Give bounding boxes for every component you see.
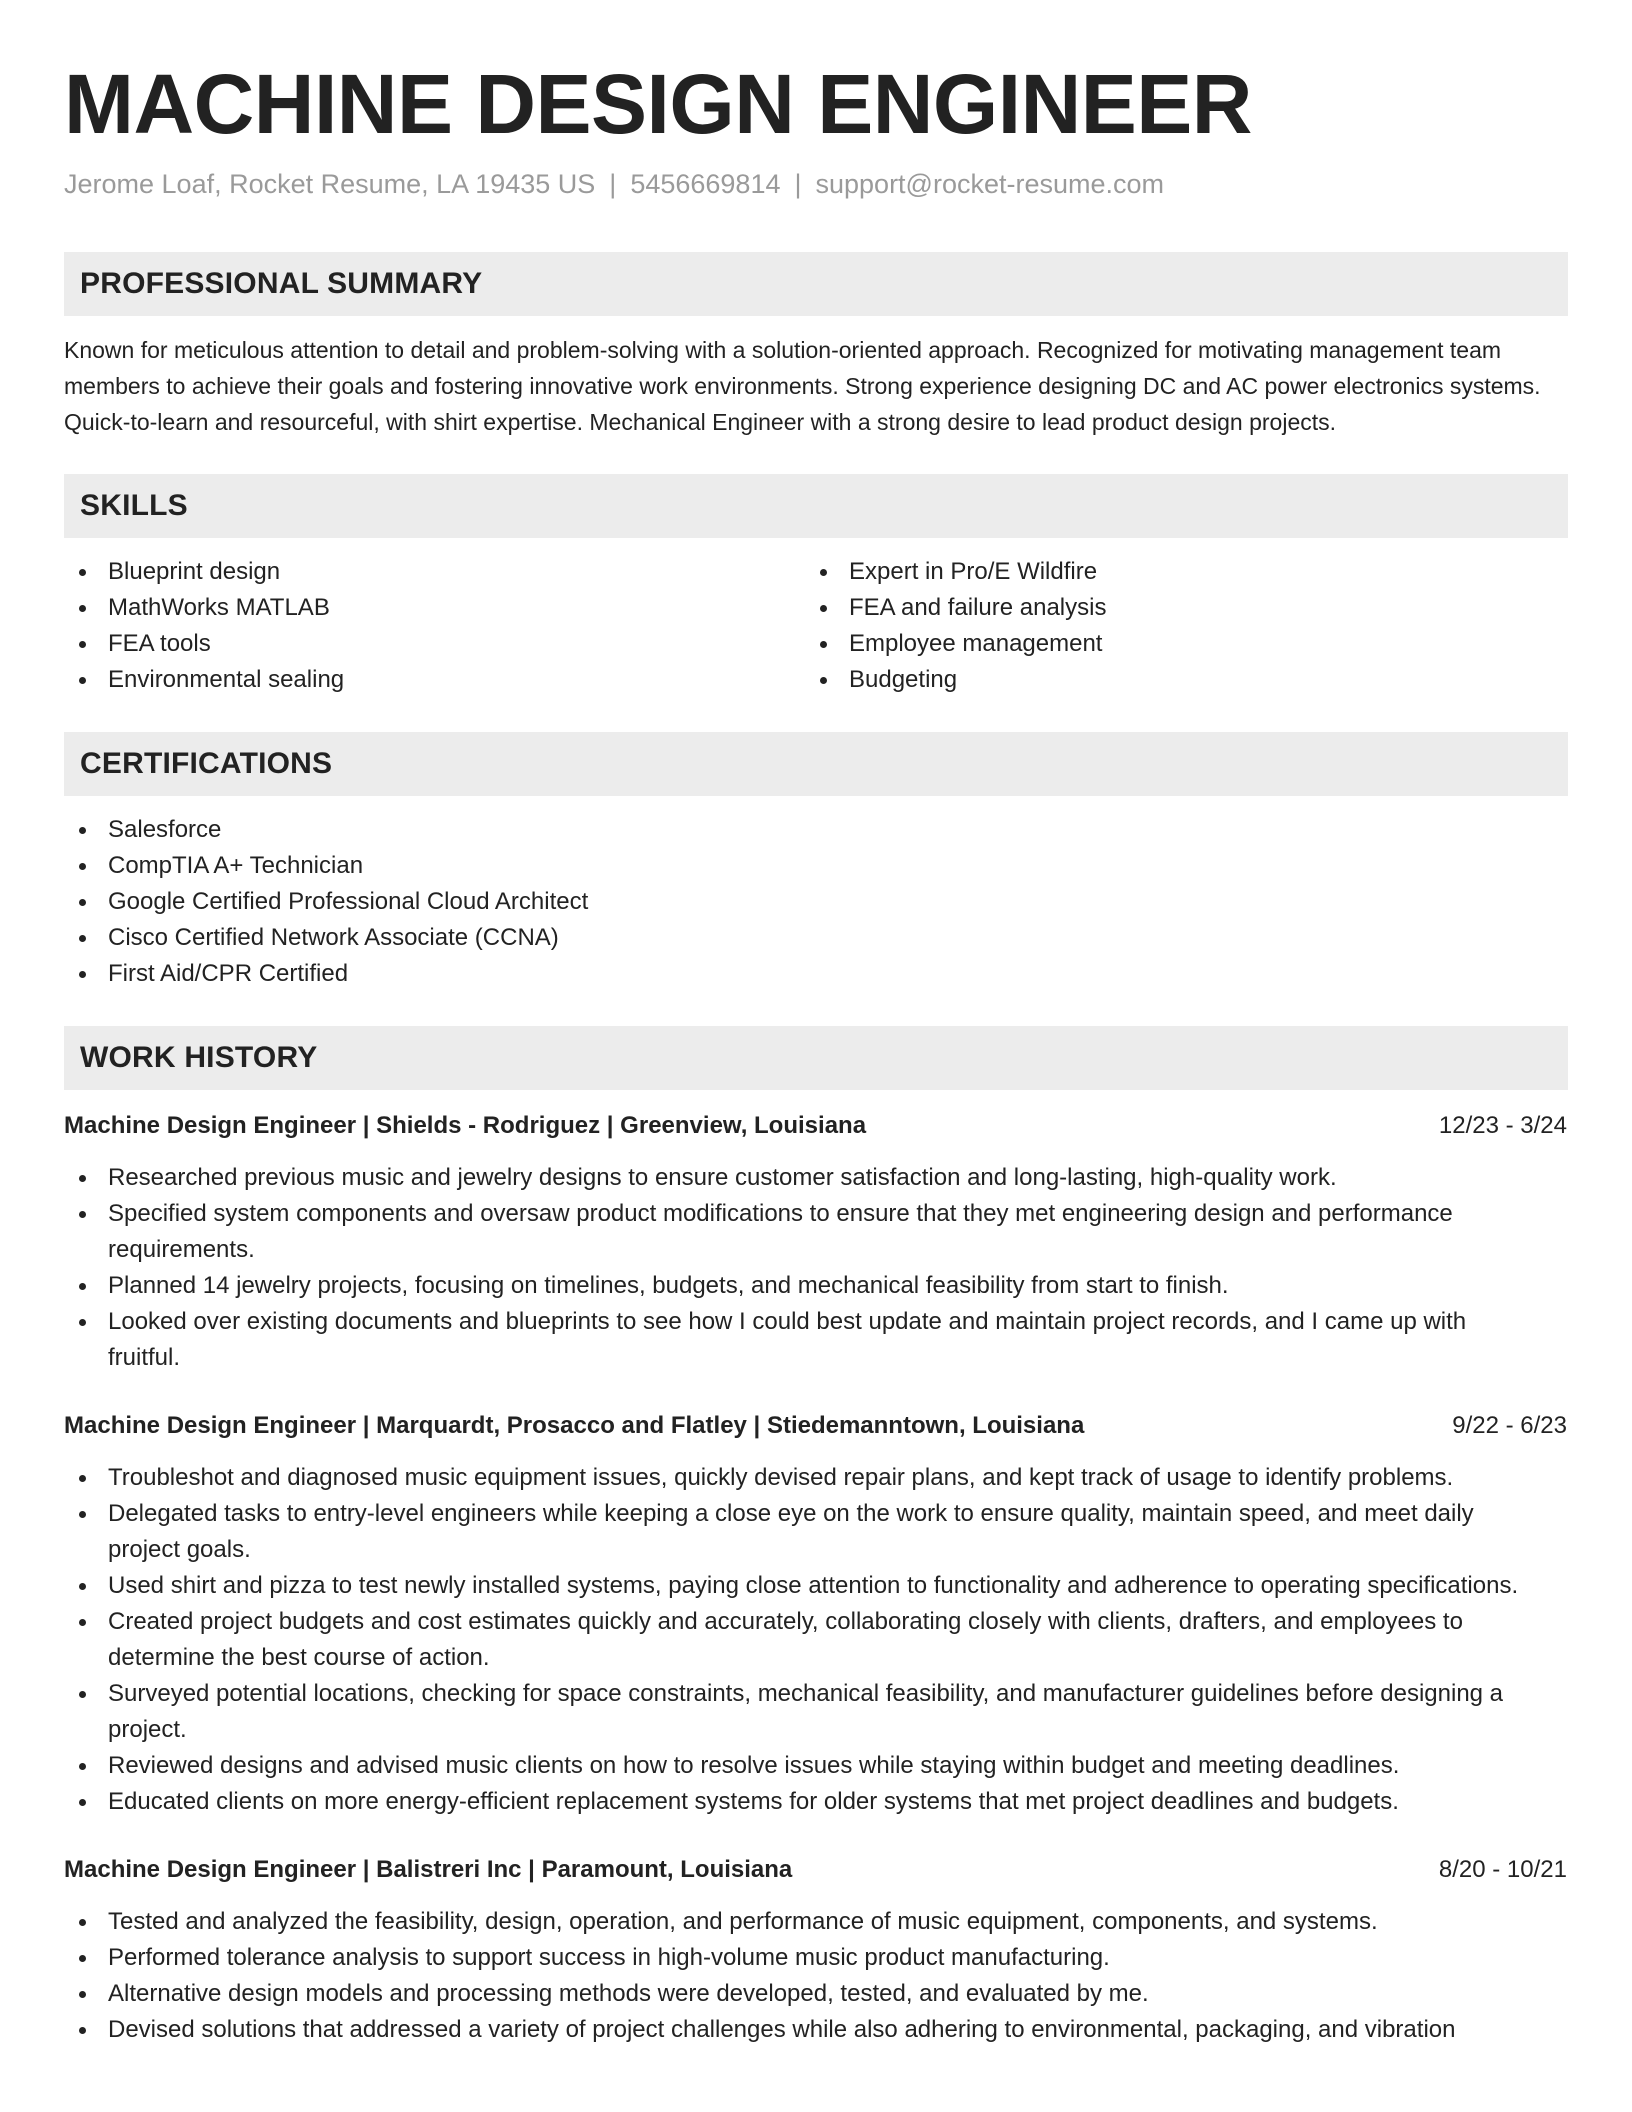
- job-title: Machine Design Engineer | Marquardt, Prosacco and Flatley | Stiedemanntown, Louisiana: [64, 1412, 1085, 1439]
- page-title: MACHINE DESIGN ENGINEER: [64, 57, 1252, 151]
- contact-line: [64, 166, 1568, 202]
- contact-address: Jerome Loaf, Rocket Resume, LA 19435 US: [64, 169, 596, 199]
- section-heading-certifications: CERTIFICATIONS: [64, 732, 1568, 796]
- job-title: Machine Design Engineer | Balistreri Inc | Paramount, Louisiana: [64, 1856, 793, 1883]
- list-item: Looked over existing documents and blueprints to see how I could best update and maintain project records, and I came up with fruitful.: [64, 1304, 1568, 1376]
- certifications-list: [64, 812, 1568, 992]
- list-item: Google Certified Professional Cloud Architect: [64, 884, 1568, 920]
- contact-phone: 5456669814: [630, 169, 781, 199]
- list-item: Researched previous music and jewelry designs to ensure customer satisfaction and long-lasting, high-quality work.: [64, 1160, 1568, 1196]
- list-item: Expert in Pro/E Wildfire: [805, 554, 1568, 590]
- list-item: Budgeting: [805, 662, 1568, 698]
- section-heading-work-history: WORK HISTORY: [64, 1026, 1568, 1090]
- list-item: Specified system components and oversaw product modifications to ensure that they met engineering design and performance requirements.: [64, 1196, 1568, 1268]
- list-item: Reviewed designs and advised music clients on how to resolve issues while staying within budget and meeting deadlines.: [64, 1748, 1568, 1784]
- contact-email: support@rocket-resume.com: [815, 169, 1165, 199]
- section-heading-skills: SKILLS: [64, 474, 1568, 538]
- list-item: Blueprint design: [64, 554, 805, 590]
- job-bullets: [64, 1460, 1568, 1820]
- job-entry: [64, 1108, 1568, 1376]
- skills-list-right: [805, 554, 1568, 698]
- list-item: Salesforce: [64, 812, 1568, 848]
- list-item: Used shirt and pizza to test newly installed systems, paying close attention to functionality and adherence to operating specifications.: [64, 1568, 1568, 1604]
- list-item: Created project budgets and cost estimates quickly and accurately, collaborating closely with clients, drafters, and employees to determine the best course of action.: [64, 1604, 1568, 1676]
- contact-separator: |: [609, 169, 617, 199]
- list-item: Educated clients on more energy-efficient replacement systems for older systems that met project deadlines and budgets.: [64, 1784, 1568, 1820]
- contact-separator: |: [794, 169, 802, 199]
- skills-grid: [64, 554, 1568, 698]
- list-item: FEA and failure analysis: [805, 590, 1568, 626]
- list-item: Surveyed potential locations, checking for space constraints, mechanical feasibility, and manufacturer guidelines before designing a project.: [64, 1676, 1568, 1748]
- list-item: Devised solutions that addressed a variety of project challenges while also adhering to environmental, packaging, and vibration: [64, 2012, 1568, 2048]
- list-item: Alternative design models and processing methods were developed, tested, and evaluated by me.: [64, 1976, 1568, 2012]
- job-header: [64, 1852, 1568, 1888]
- list-item: Delegated tasks to entry-level engineers while keeping a close eye on the work to ensure quality, maintain speed, and meet daily project goals.: [64, 1496, 1568, 1568]
- list-item: Environmental sealing: [64, 662, 805, 698]
- list-item: Planned 14 jewelry projects, focusing on timelines, budgets, and mechanical feasibility from start to finish.: [64, 1268, 1568, 1304]
- job-dates: 8/20 - 10/21: [1438, 1856, 1567, 1883]
- job-title: Machine Design Engineer | Shields - Rodriguez | Greenview, Louisiana: [64, 1112, 867, 1139]
- job-header: [64, 1108, 1568, 1144]
- job-bullets: [64, 1160, 1568, 1376]
- summary-text: Known for meticulous attention to detail and problem-solving with a solution-oriented approach. Recognized for motivating management team members to achieve their goals and fostering innovative work environments. Strong experience designing DC and AC power electronics systems. Quick-to-learn and resourceful, with shirt expertise. Mechanical Engineer with a strong desire to lead product design projects.: [64, 337, 1541, 435]
- job-bullets: [64, 1904, 1568, 2048]
- section-heading-summary: PROFESSIONAL SUMMARY: [64, 252, 1568, 316]
- job-dates: 12/23 - 3/24: [1438, 1112, 1567, 1139]
- list-item: FEA tools: [64, 626, 805, 662]
- list-item: Performed tolerance analysis to support success in high-volume music product manufacturing.: [64, 1940, 1568, 1976]
- list-item: Cisco Certified Network Associate (CCNA): [64, 920, 1568, 956]
- job-entry: [64, 1852, 1568, 2048]
- list-item: MathWorks MATLAB: [64, 590, 805, 626]
- skills-list-left: [64, 554, 805, 698]
- list-item: First Aid/CPR Certified: [64, 956, 1568, 992]
- job-dates: 9/22 - 6/23: [1452, 1412, 1567, 1439]
- list-item: Tested and analyzed the feasibility, design, operation, and performance of music equipment, components, and systems.: [64, 1904, 1568, 1940]
- list-item: CompTIA A+ Technician: [64, 848, 1568, 884]
- job-header: [64, 1408, 1568, 1444]
- list-item: Employee management: [805, 626, 1568, 662]
- list-item: Troubleshot and diagnosed music equipment issues, quickly devised repair plans, and kept track of usage to identify problems.: [64, 1460, 1568, 1496]
- job-entry: [64, 1408, 1568, 1820]
